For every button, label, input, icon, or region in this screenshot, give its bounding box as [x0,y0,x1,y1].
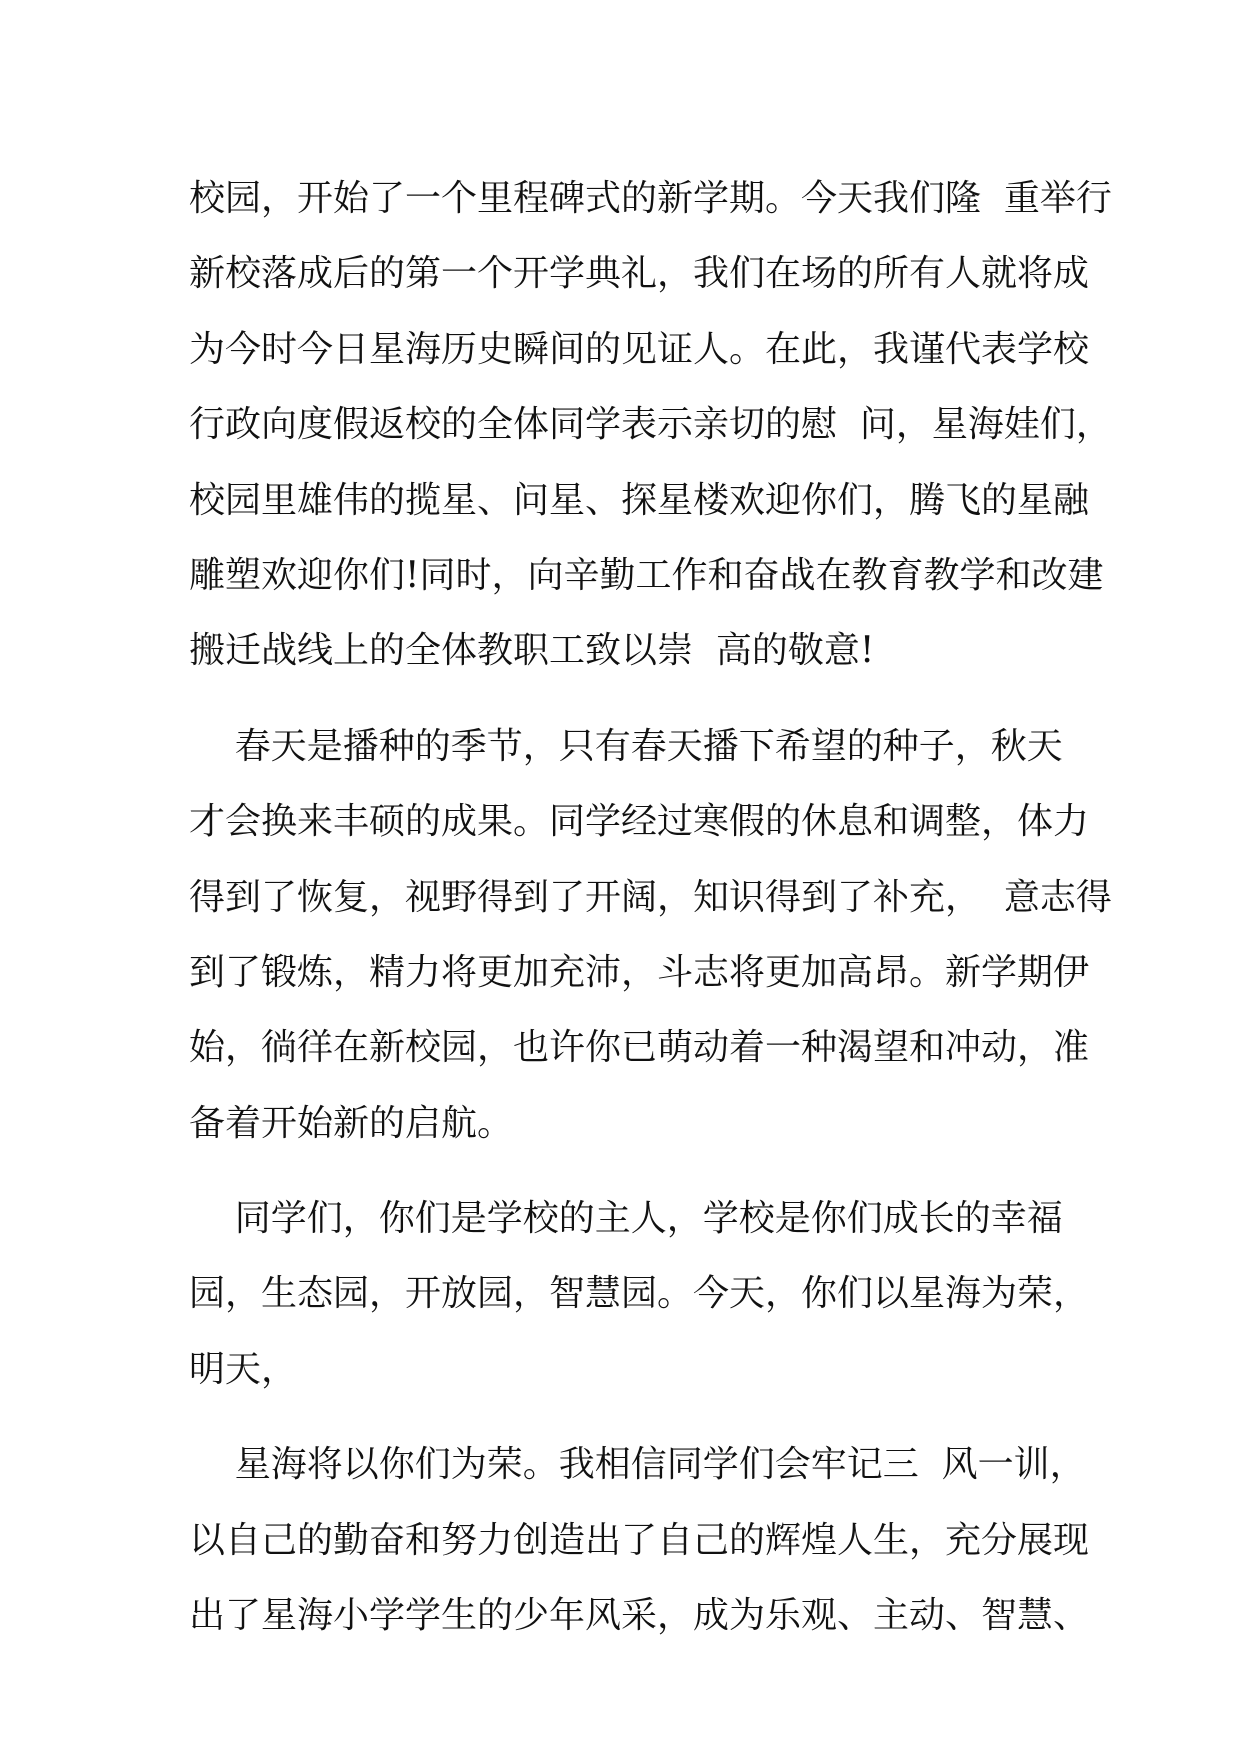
text-line: 到了锻炼，精力将更加充沛，斗志将更加高昂。新学期伊 [189,951,1090,993]
paragraph-gap [189,1407,1059,1427]
paragraph-welcome [189,161,1112,689]
text-line: 得到了恢复，视野得到了开阔，知识得到了补充， 意志得 [189,876,1112,918]
paragraph-pride [189,1427,1090,1653]
text-line: 新校落成后的第一个开学典礼，我们在场的所有人就将成 [189,253,1090,295]
paragraph-students [189,1181,1090,1407]
text-line: 为今时今日星海历史瞬间的见证人。在此，我谨代表学校 [189,328,1090,370]
text-line: 以自己的勤奋和努力创造出了自己的辉煌人生，充分展现 [189,1519,1090,1561]
text-line: 出了星海小学学生的少年风采，成为乐观、主动、智慧、 [189,1595,1090,1637]
text-line: 同学们，你们是学校的主人，学校是你们成长的幸福 [189,1198,1063,1240]
paragraph-gap [189,1161,1059,1181]
speech-body [189,161,1112,1653]
text-line: 校园里雄伟的揽星、问星、探星楼欢迎你们，腾飞的星融 [189,479,1090,521]
text-line: 始，徜徉在新校园，也许你已萌动着一种渴望和冲动，准 [189,1027,1090,1069]
text-line: 星海将以你们为荣。我相信同学们会牢记三 风一训， [189,1444,1086,1486]
text-line: 行政向度假返校的全体同学表示亲切的慰 问，星海娃们， [189,404,1112,446]
paragraph-gap [189,689,1059,709]
text-line: 雕塑欢迎你们!同时，向辛勤工作和奋战在教育教学和改建 [189,554,1104,596]
text-line: 春天是播种的季节，只有春天播下希望的种子，秋天 [189,725,1063,767]
text-line: 搬迁战线上的全体教职工致以崇 高的敬意! [189,630,875,672]
text-line: 园，生态园，开放园，智慧园。今天，你们以星海为荣， [189,1273,1090,1315]
text-line: 备着开始新的启航。 [189,1102,514,1144]
text-line: 才会换来丰硕的成果。同学经过寒假的休息和调整，体力 [189,801,1090,843]
text-line: 明天， [189,1348,298,1390]
text-line: 校园，开始了一个里程碑式的新学期。今天我们隆 重举行 [189,178,1112,219]
paragraph-spring [189,709,1112,1161]
